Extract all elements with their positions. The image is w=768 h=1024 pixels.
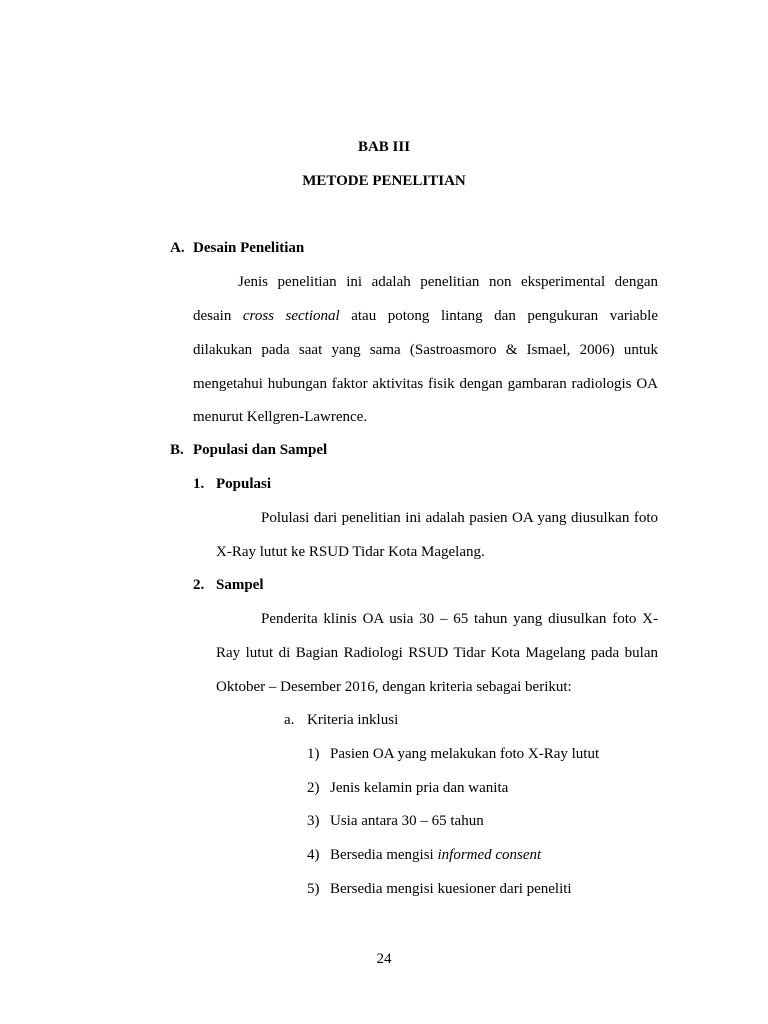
criteria-label: a. [284, 712, 295, 728]
subsection-2-heading [193, 576, 264, 594]
criteria-item-text: Bersedia mengisi kuesioner dari peneliti [330, 881, 572, 897]
subsection-2-label: 2. [193, 577, 205, 593]
criteria-item [307, 846, 541, 864]
criteria-item-text: Bersedia mengisi [330, 847, 438, 863]
criteria-item-number: 3) [307, 813, 320, 829]
paragraph-a-line-1: Jenis penelitian ini adalah penelitian non eksperimental dengan [238, 274, 658, 290]
subsection-1-title: Populasi [216, 476, 272, 492]
criteria-item-number: 2) [307, 780, 320, 796]
section-b-label: B. [170, 442, 184, 458]
section-a-title: Desain Penelitian [193, 240, 305, 256]
page-number: 24 [376, 951, 392, 967]
criteria-item [307, 779, 508, 797]
paragraph-a-italic-term: cross sectional [242, 308, 340, 324]
criteria-item-text: Jenis kelamin pria dan wanita [330, 780, 509, 796]
paragraph-a-line-4: mengetahui hubungan faktor aktivitas fisik dengan gambaran radiologis OA [193, 376, 658, 392]
chapter-number: BAB III [357, 139, 411, 155]
criteria-title: Kriteria inklusi [307, 712, 399, 728]
criteria-item-italic-term: informed consent [437, 847, 542, 863]
criteria-item [307, 812, 484, 830]
criteria-item-number: 1) [307, 746, 320, 762]
populasi-line-1: Polulasi dari penelitian ini adalah pasien OA yang diusulkan foto [261, 510, 658, 526]
section-a-label: A. [170, 240, 185, 256]
section-b-title: Populasi dan Sampel [193, 442, 328, 458]
criteria-item-text: Pasien OA yang melakukan foto X-Ray lutut [330, 746, 600, 762]
chapter-title: METODE PENELITIAN [302, 173, 466, 189]
section-a-heading [170, 239, 304, 257]
paragraph-a-line-2 [193, 307, 658, 325]
section-b-heading [170, 441, 327, 459]
sampel-line-2: Ray lutut di Bagian Radiologi RSUD Tidar Kota Magelang pada bulan [216, 645, 658, 661]
paragraph-a-text: desain [193, 308, 232, 324]
subsection-2-title: Sampel [216, 577, 264, 593]
criteria-heading [284, 711, 398, 729]
paragraph-a-line-5: menurut Kellgren-Lawrence. [193, 409, 368, 425]
subsection-1-label: 1. [193, 476, 205, 492]
criteria-item [307, 745, 599, 763]
criteria-item-number: 4) [307, 847, 320, 863]
paragraph-a-line-3: dilakukan pada saat yang sama (Sastroasmoro & Ismael, 2006) untuk [193, 342, 658, 358]
criteria-item [307, 880, 572, 898]
criteria-item-text: Usia antara 30 – 65 tahun [330, 813, 484, 829]
paragraph-a-text: atau potong lintang dan pengukuran variable [351, 308, 659, 324]
populasi-line-2: X-Ray lutut ke RSUD Tidar Kota Magelang. [216, 544, 485, 560]
subsection-1-heading [193, 475, 271, 493]
sampel-line-3: Oktober – Desember 2016, dengan kriteria sebagai berikut: [216, 679, 572, 695]
criteria-item-number: 5) [307, 881, 320, 897]
sampel-line-1: Penderita klinis OA usia 30 – 65 tahun yang diusulkan foto X- [261, 611, 658, 627]
